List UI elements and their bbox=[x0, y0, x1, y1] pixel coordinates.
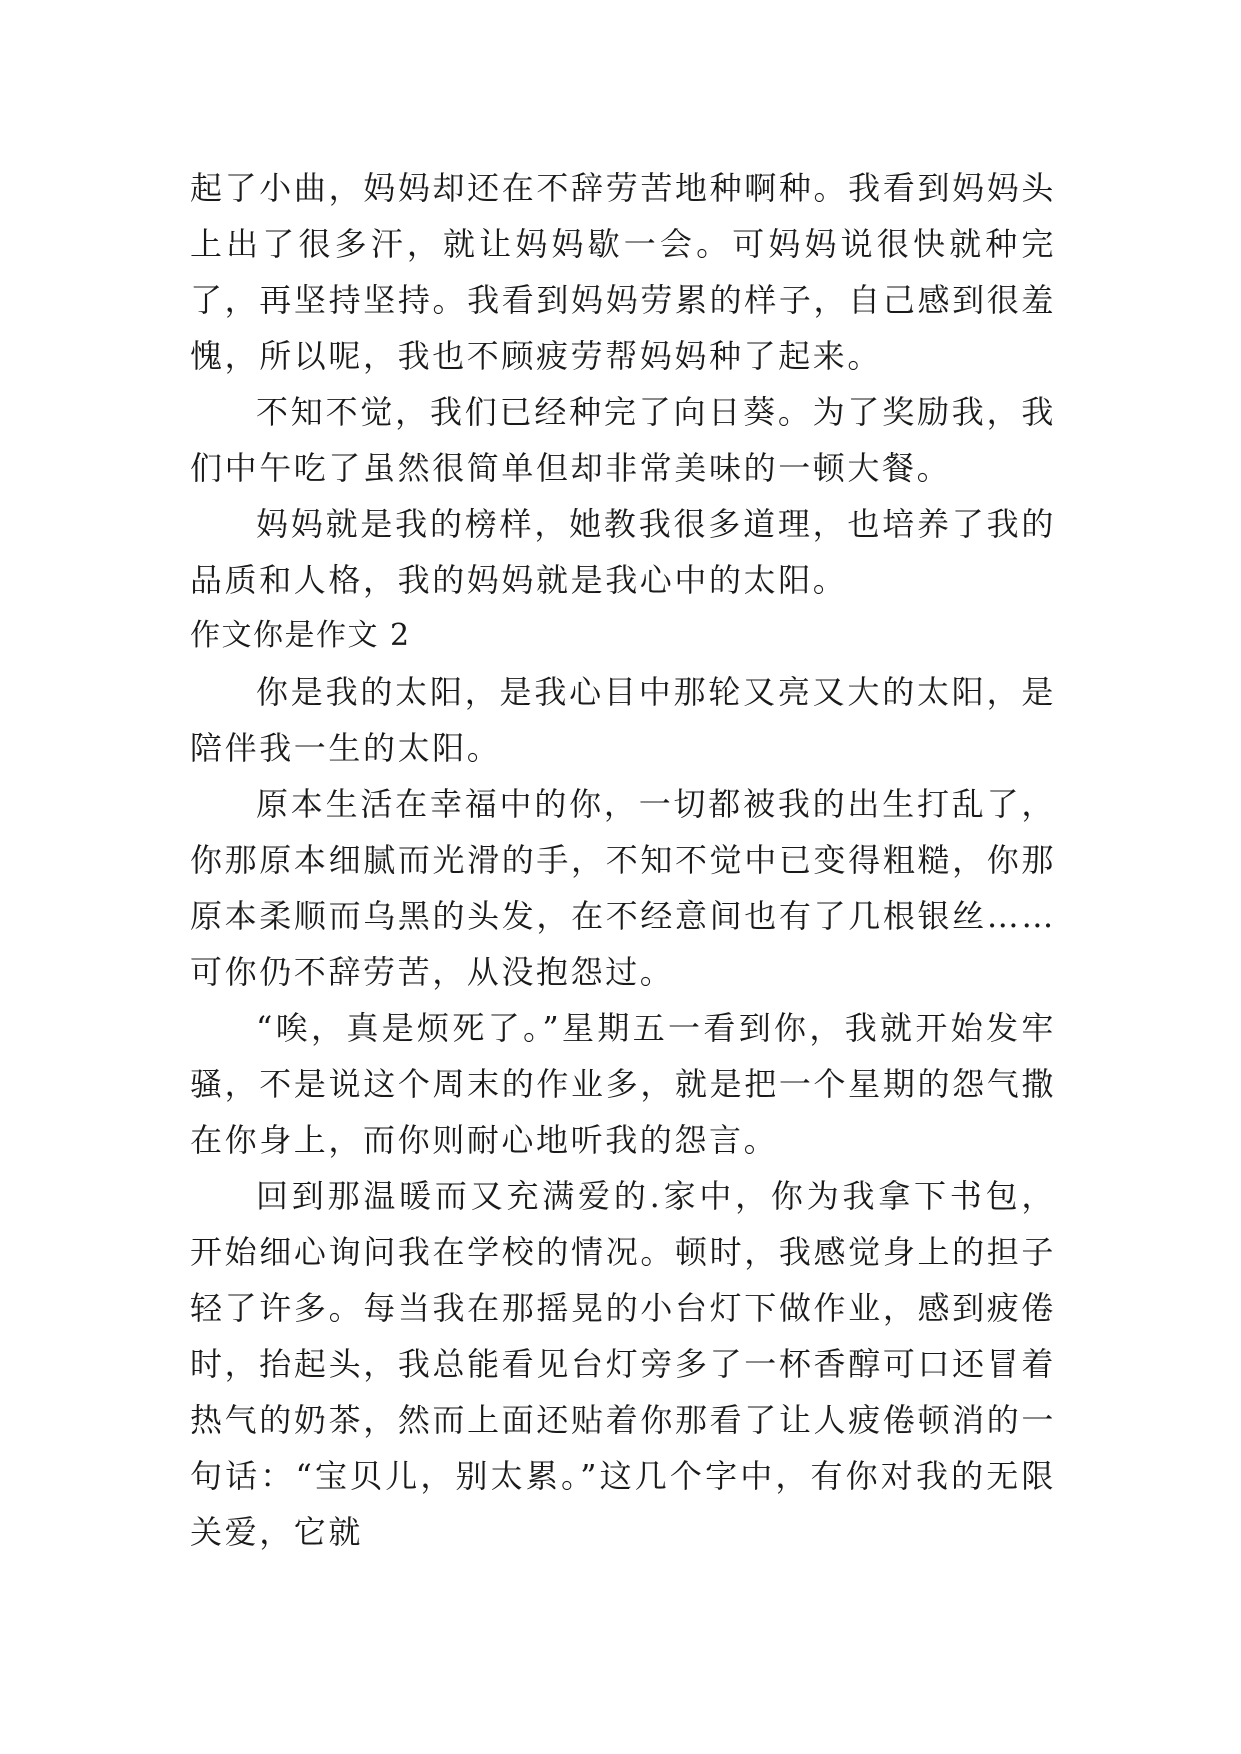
paragraph: 你是我的太阳，是我心目中那轮又亮又大的太阳，是陪伴我一生的太阳。 bbox=[190, 673, 1056, 767]
paragraph: 妈妈就是我的榜样，她教我很多道理，也培养了我的品质和人格，我的妈妈就是我心中的太阳。 bbox=[190, 505, 1056, 599]
paragraph: “唉，真是烦死了。”星期五一看到你，我就开始发牢骚，不是说这个周末的作业多，就是把一个星期的怨气撒在你身上，而你则耐心地听我的怨言。 bbox=[190, 1009, 1056, 1159]
paragraph: 原本生活在幸福中的你，一切都被我的出生打乱了，你那原本细腻而光滑的手，不知不觉中已变得粗糙，你那原本柔顺而乌黑的头发，在不经意间也有了几根银丝……可你仍不辞劳苦，从没抱怨过。 bbox=[190, 785, 1056, 991]
document-body bbox=[190, 160, 1056, 1560]
paragraph: 不知不觉，我们已经种完了向日葵。为了奖励我，我们中午吃了虽然很简单但却非常美味的一顿大餐。 bbox=[190, 393, 1056, 487]
section-heading: 作文你是作文 2 bbox=[190, 618, 411, 653]
paragraph: 回到那温暖而又充满爱的.家中，你为我拿下书包，开始细心询问我在学校的情况。顿时，我感觉身上的担子轻了许多。每当我在那摇晃的小台灯下做作业，感到疲倦时，抬起头，我总能看见台灯旁多了一杯香醇可口还冒着热气的奶茶，然而上面还贴着你那看了让人疲倦顿消的一句话：“宝贝儿，别太累。”这几个字中，有你对我的无限关爱，它就 bbox=[190, 1177, 1056, 1551]
paragraph: 起了小曲，妈妈却还在不辞劳苦地种啊种。我看到妈妈头上出了很多汗，就让妈妈歇一会。可妈妈说很快就种完了，再坚持坚持。我看到妈妈劳累的样子，自己感到很羞愧，所以呢，我也不顾疲劳帮妈妈种了起来。 bbox=[190, 169, 1056, 375]
